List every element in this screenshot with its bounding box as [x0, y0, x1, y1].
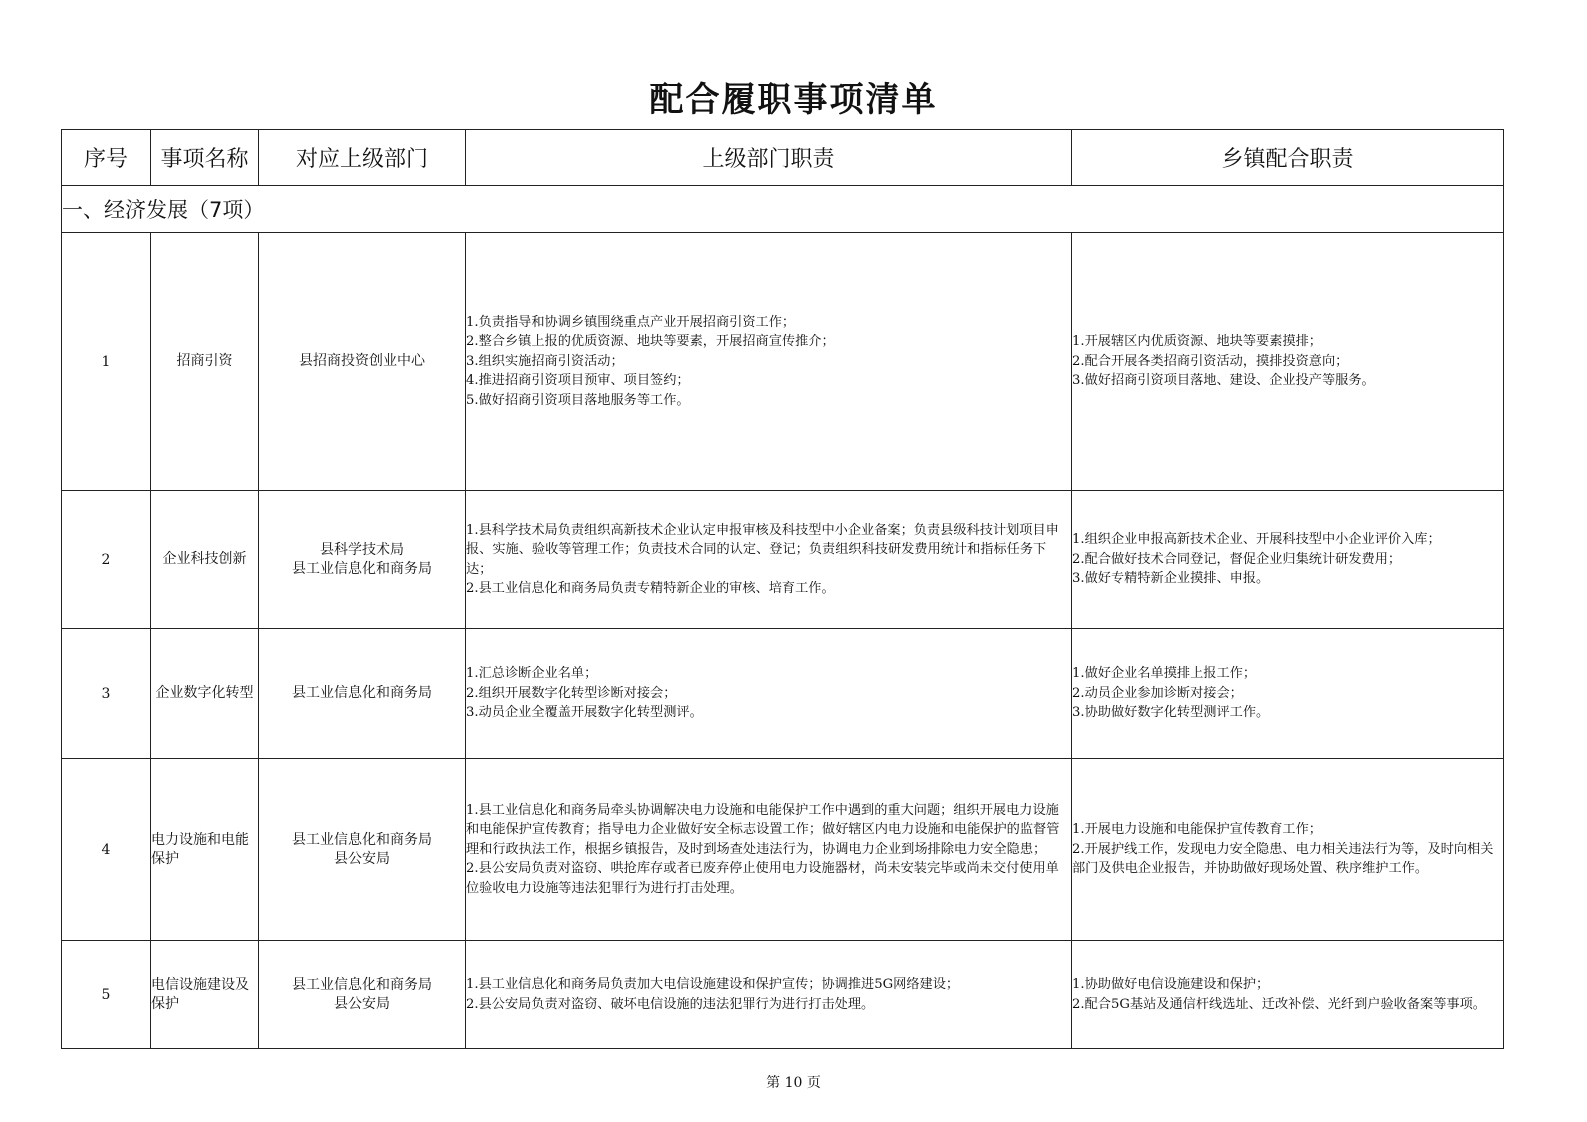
row-item-name: 招商引资 [151, 233, 259, 491]
duty-line: 2.县工业信息化和商务局负责专精特新企业的审核、培育工作。 [466, 580, 835, 596]
duty-line: 2.开展护线工作，发现电力安全隐患、电力相关违法行为等，及时向相关部门及供电企业报告，并协助做好现场处置、秩序维护工作。 [1072, 841, 1494, 877]
dept-line: 县公安局 [334, 995, 390, 1012]
dept-line: 县公安局 [334, 850, 390, 867]
duty-line: 2.县公安局负责对盗窃、破坏电信设施的违法犯罪行为进行打击处理。 [466, 996, 875, 1012]
duty-line: 2.整合乡镇上报的优质资源、地块等要素，开展招商宣传推介； [466, 334, 835, 350]
duty-line: 1.开展辖区内优质资源、地块等要素摸排； [1072, 334, 1322, 350]
duty-line: 2.配合5G基站及通信杆线选址、迁改补偿、光纤到户验收备案等事项。 [1072, 996, 1486, 1012]
row-town-duty [1072, 491, 1504, 629]
duty-line: 1.负责指导和协调乡镇围绕重点产业开展招商引资工作； [466, 314, 796, 330]
page-title: 配合履职事项清单 [649, 80, 938, 120]
row-num: 2 [62, 491, 151, 629]
section-title: 一、经济发展（7项） [62, 186, 1504, 233]
row-dept [259, 233, 466, 491]
duty-line: 1.县工业信息化和商务局牵头协调解决电力设施和电能保护工作中遇到的重大问题；组织开展电力设施和电能保护宣传教育；指导电力企业做好安全标志设置工作；做好辖区内电力设施和电能保护的监督管理和行政执法工作，根据乡镇报告，及时到场查处违法行为，协调电力企业到场排除电力安全隐患； [466, 802, 1060, 857]
dept-line: 县工业信息化和商务局 [292, 976, 432, 993]
row-num: 4 [62, 759, 151, 941]
row-item-name: 企业数字化转型 [151, 629, 259, 759]
table-row [62, 233, 1504, 491]
row-upper-duty [466, 759, 1072, 941]
row-item-name: 电信设施建设及保护 [151, 941, 259, 1049]
table-row [62, 491, 1504, 629]
header-dept: 对应上级部门 [259, 130, 466, 186]
header-town-duty: 乡镇配合职责 [1072, 130, 1504, 186]
dept-line: 县招商投资创业中心 [299, 353, 425, 369]
row-upper-duty [466, 629, 1072, 759]
row-upper-duty [466, 233, 1072, 491]
row-dept [259, 759, 466, 941]
table-header-row [62, 130, 1504, 186]
duty-line: 2.配合做好技术合同登记，督促企业归集统计研发费用； [1072, 551, 1402, 567]
row-num: 3 [62, 629, 151, 759]
row-item-name: 电力设施和电能保护 [151, 759, 259, 941]
duty-line: 3.做好专精特新企业摸排、申报。 [1072, 571, 1270, 587]
duty-line: 1.汇总诊断企业名单； [466, 666, 598, 682]
duty-line: 1.县工业信息化和商务局负责加大电信设施建设和保护宣传；协调推进5G网络建设； [466, 977, 960, 993]
row-item-name: 企业科技创新 [151, 491, 259, 629]
duty-line: 1.组织企业申报高新技术企业、开展科技型中小企业评价入库； [1072, 532, 1441, 548]
duty-line: 2.组织开展数字化转型诊断对接会； [466, 685, 677, 701]
row-num: 5 [62, 941, 151, 1049]
row-town-duty [1072, 629, 1504, 759]
row-upper-duty [466, 941, 1072, 1049]
row-dept [259, 629, 466, 759]
duty-line: 2.配合开展各类招商引资活动，摸排投资意向； [1072, 353, 1349, 369]
section-row [62, 186, 1504, 233]
duty-line: 3.做好招商引资项目落地、建设、企业投产等服务。 [1072, 373, 1375, 389]
page-number: 第 10 页 [766, 1075, 821, 1091]
duty-line: 1.开展电力设施和电能保护宣传教育工作； [1072, 822, 1322, 838]
duty-table [61, 129, 1504, 1049]
table-row [62, 629, 1504, 759]
row-dept [259, 941, 466, 1049]
duty-line: 2.动员企业参加诊断对接会； [1072, 685, 1243, 701]
row-town-duty [1072, 233, 1504, 491]
row-upper-duty [466, 491, 1072, 629]
row-town-duty [1072, 759, 1504, 941]
dept-line: 县工业信息化和商务局 [292, 560, 432, 577]
header-num: 序号 [62, 130, 151, 186]
table-row [62, 941, 1504, 1049]
duty-line: 1.县科学技术局负责组织高新技术企业认定申报审核及科技型中小企业备案；负责县级科技计划项目申报、实施、验收等管理工作；负责技术合同的认定、登记；负责组织科技研发费用统计和指标任务下达； [466, 522, 1059, 577]
header-upper-duty: 上级部门职责 [466, 130, 1072, 186]
duty-line: 1.协助做好电信设施建设和保护； [1072, 977, 1270, 993]
dept-line: 县科学技术局 [320, 541, 404, 558]
row-dept [259, 491, 466, 629]
duty-line: 5.做好招商引资项目落地服务等工作。 [466, 392, 690, 408]
duty-line: 4.推进招商引资项目预审、项目签约； [466, 373, 690, 389]
dept-line: 县工业信息化和商务局 [292, 831, 432, 848]
dept-line: 县工业信息化和商务局 [292, 685, 432, 701]
header-name: 事项名称 [151, 130, 259, 186]
row-num: 1 [62, 233, 151, 491]
duty-line: 2.县公安局负责对盗窃、哄抢库存或者已废弃停止使用电力设施器材，尚未安装完毕或尚未交付使用单位验收电力设施等违法犯罪行为进行打击处理。 [466, 861, 1059, 896]
duty-line: 3.组织实施招商引资活动； [466, 353, 624, 369]
duty-line: 3.协助做好数字化转型测评工作。 [1072, 705, 1270, 721]
table-row [62, 759, 1504, 941]
duty-line: 3.动员企业全覆盖开展数字化转型测评。 [466, 705, 703, 721]
duty-line: 1.做好企业名单摸排上报工作； [1072, 666, 1257, 682]
row-town-duty [1072, 941, 1504, 1049]
